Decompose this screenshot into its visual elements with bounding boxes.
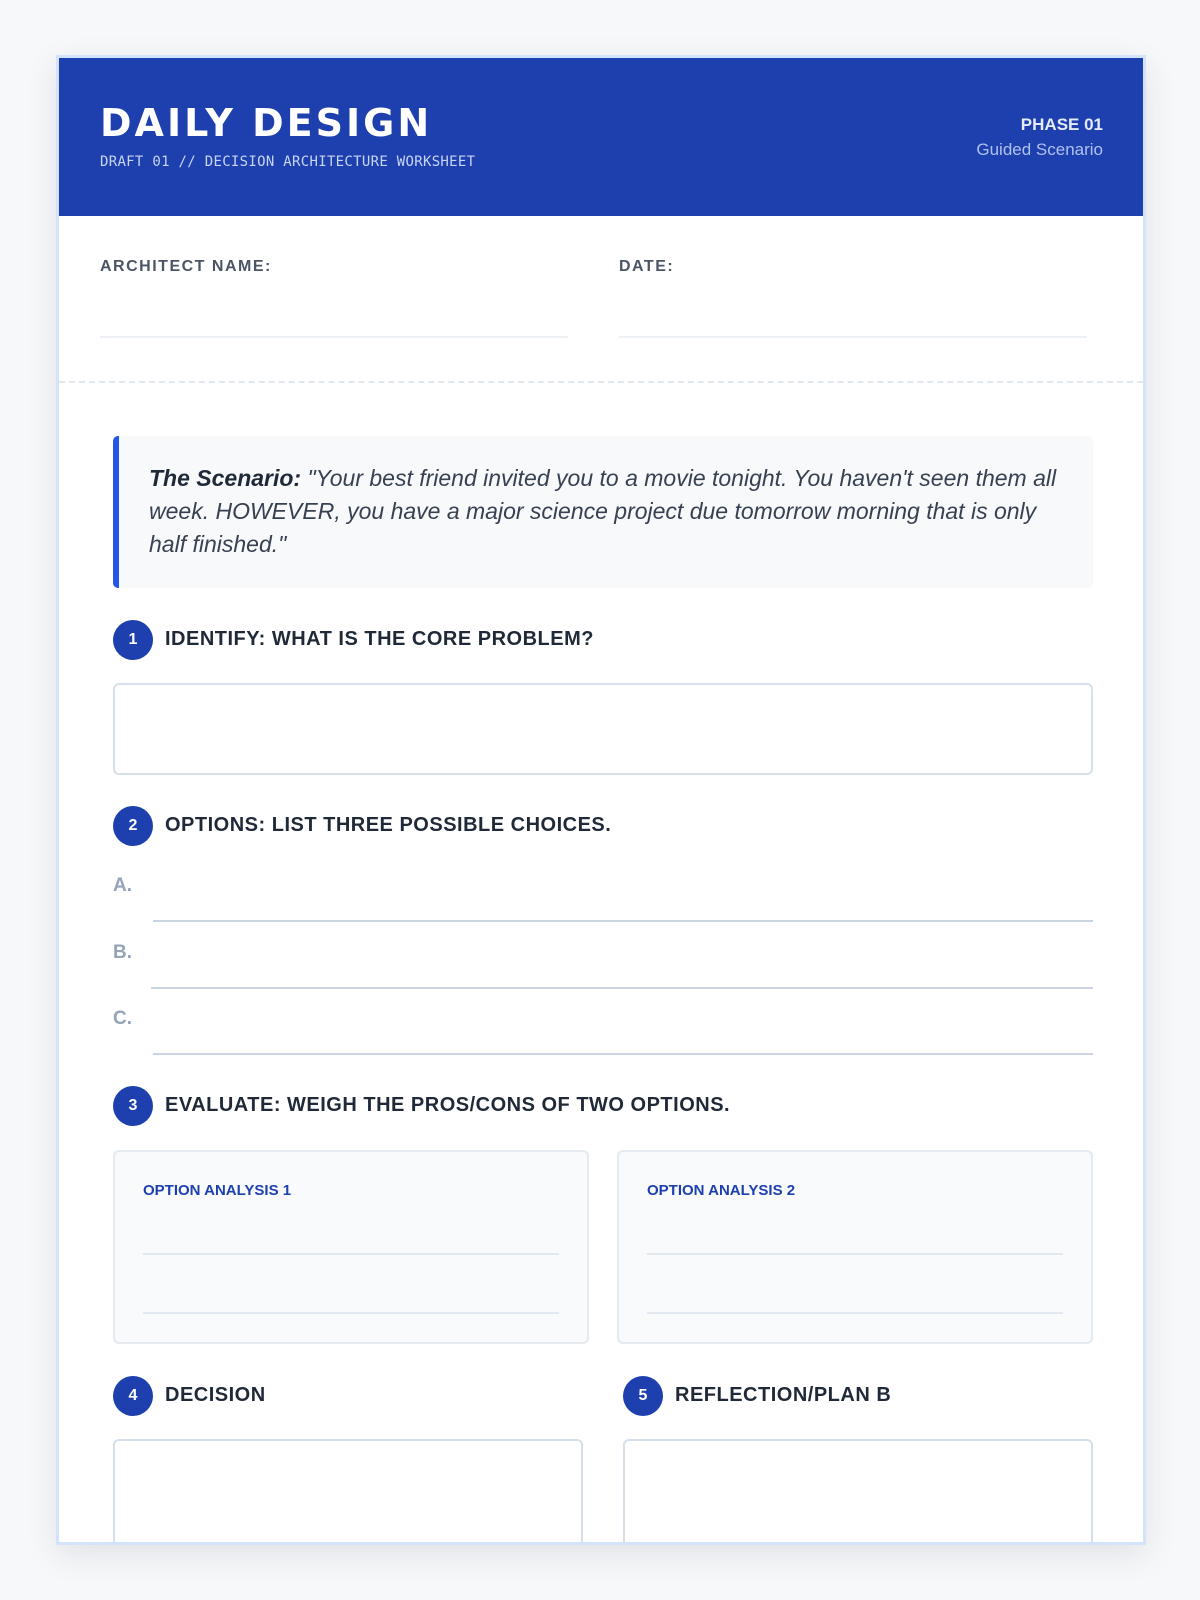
option-analysis-2-title: OPTION ANALYSIS 2 bbox=[647, 1182, 796, 1199]
architect-name-label: ARCHITECT NAME: bbox=[100, 258, 272, 275]
option-a-label: A. bbox=[113, 875, 132, 896]
step-4-badge: 4 bbox=[113, 1376, 153, 1416]
section-divider bbox=[59, 381, 1143, 383]
worksheet-title: DAILY DESIGN bbox=[100, 101, 433, 145]
option-c-line[interactable] bbox=[153, 1053, 1093, 1055]
analysis-2-line-1[interactable] bbox=[647, 1253, 1063, 1255]
step-4-title: DECISION bbox=[165, 1384, 266, 1406]
date-label: DATE: bbox=[619, 258, 675, 275]
step-2-title: OPTIONS: LIST THREE POSSIBLE CHOICES. bbox=[165, 814, 612, 836]
scenario-label: The Scenario: bbox=[149, 465, 302, 491]
option-c-label: C. bbox=[113, 1008, 132, 1029]
option-analysis-1-title: OPTION ANALYSIS 1 bbox=[143, 1182, 292, 1199]
scenario-callout bbox=[113, 436, 1093, 588]
option-analysis-1-card bbox=[113, 1150, 589, 1344]
worksheet-page bbox=[56, 55, 1146, 1545]
step-2-badge: 2 bbox=[113, 806, 153, 846]
step-5-title: REFLECTION/PLAN B bbox=[675, 1384, 892, 1406]
step-3-badge: 3 bbox=[113, 1086, 153, 1126]
worksheet-header bbox=[59, 58, 1143, 216]
step-1-title: IDENTIFY: WHAT IS THE CORE PROBLEM? bbox=[165, 628, 594, 650]
architect-name-field[interactable] bbox=[100, 336, 568, 338]
phase-subtitle: Guided Scenario bbox=[976, 140, 1103, 159]
analysis-1-line-1[interactable] bbox=[143, 1253, 559, 1255]
analysis-2-line-2[interactable] bbox=[647, 1312, 1063, 1314]
decision-answer-box[interactable] bbox=[113, 1439, 583, 1545]
scenario-text: "Your best friend invited you to a movie tonight. You haven't seen them all week. HOWEVER, you have a major science project due tomorrow morning that is only half finished." bbox=[149, 465, 1057, 557]
core-problem-answer-box[interactable] bbox=[113, 683, 1093, 775]
worksheet-subtitle: DRAFT 01 // DECISION ARCHITECTURE WORKSHEET bbox=[100, 154, 476, 170]
option-b-label: B. bbox=[113, 942, 132, 963]
step-5-badge: 5 bbox=[623, 1376, 663, 1416]
reflection-answer-box[interactable] bbox=[623, 1439, 1093, 1545]
option-b-line[interactable] bbox=[151, 987, 1093, 989]
phase-label: PHASE 01 bbox=[1020, 115, 1103, 134]
step-3-title: EVALUATE: WEIGH THE PROS/CONS OF TWO OPTIONS. bbox=[165, 1094, 731, 1116]
step-1-badge: 1 bbox=[113, 620, 153, 660]
option-a-line[interactable] bbox=[153, 920, 1093, 922]
option-analysis-2-card bbox=[617, 1150, 1093, 1344]
analysis-1-line-2[interactable] bbox=[143, 1312, 559, 1314]
date-field[interactable] bbox=[619, 336, 1087, 338]
